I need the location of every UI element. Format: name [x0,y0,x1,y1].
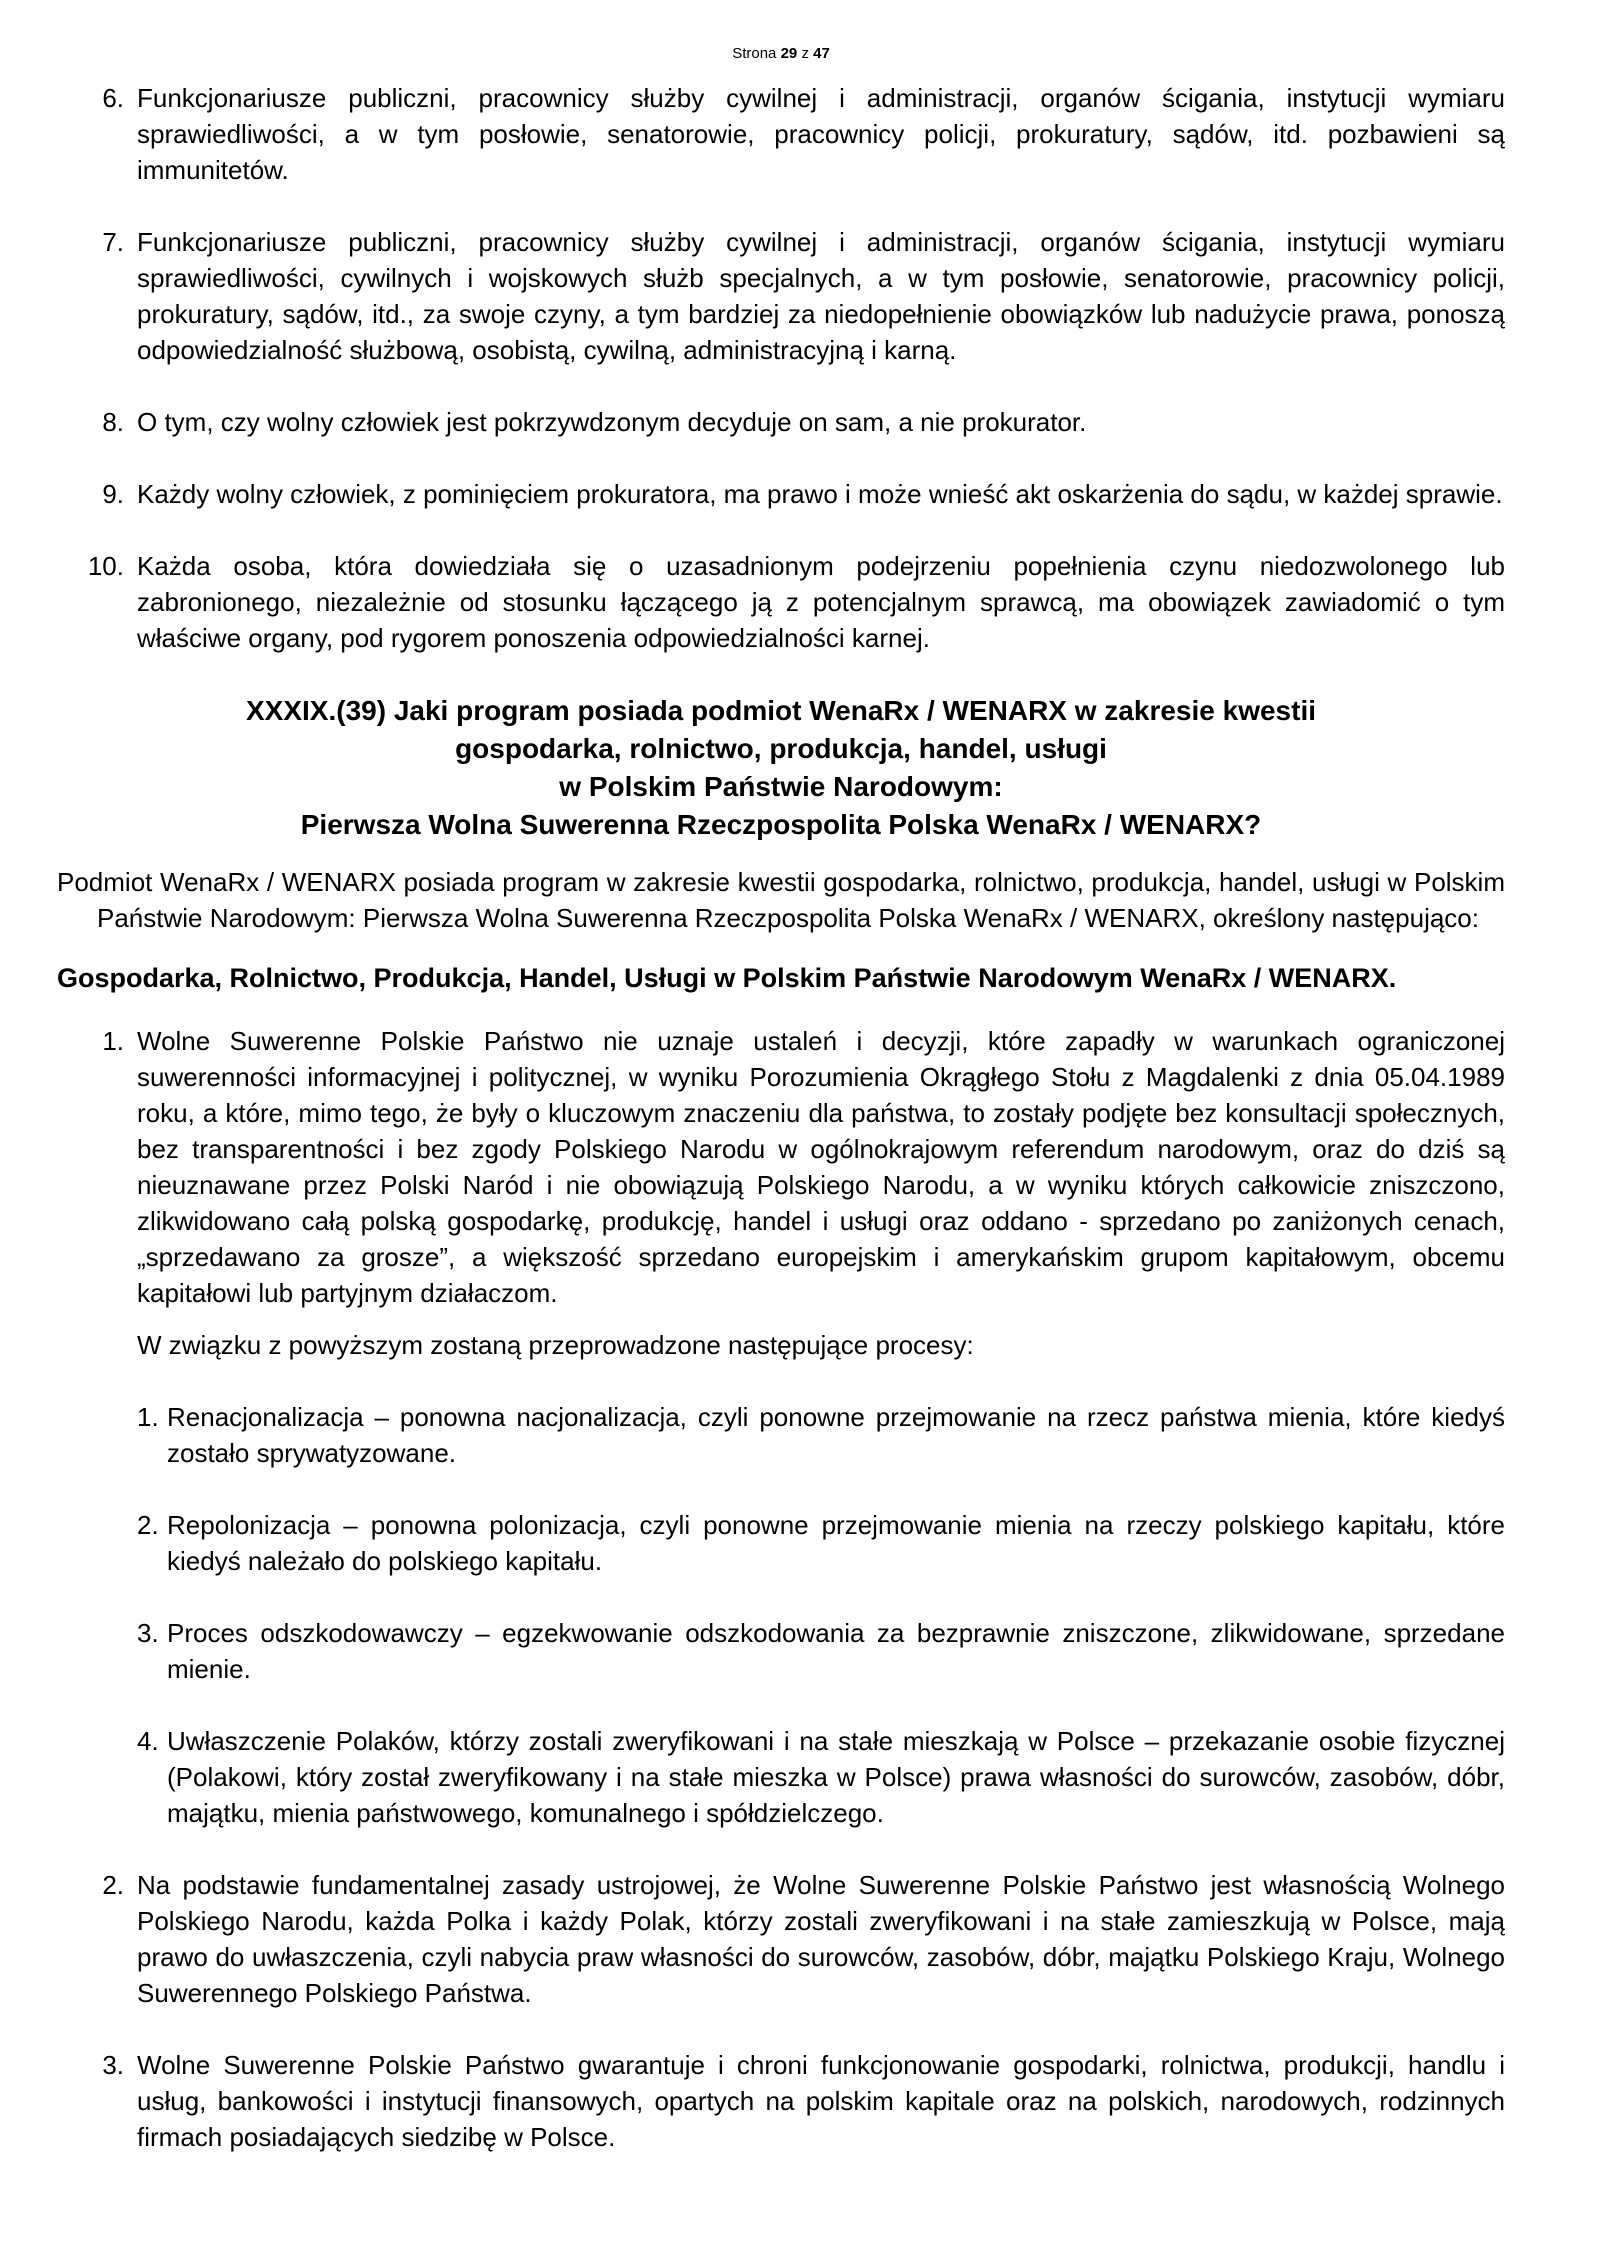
list-item-text: Renacjonalizacja – ponowna nacjonalizacja, czyli ponowne przejmowanie na rzecz państwa mienia, które kiedyś zostało sprywatyzowane. [167,1402,1505,1468]
list-item-text: Funkcjonariusze publiczni, pracownicy służby cywilnej i administracji, organów ścigania, instytucji wymiaru sprawiedliwości, cywilnych i wojskowych służb specjalnych, a w tym posłowie, senatorowie, pracownicy policji, prokuratury, sądów, itd., za swoje czyny, a tym bardziej za niedopełnienie obowiązków lub nadużycie prawa, ponoszą odpowiedzialność służbową, osobistą, cywilną, administracyjną i karną. [137,227,1505,365]
subheading: Gospodarka, Rolnictwo, Produkcja, Handel, Usługi w Polskim Państwie Narodowym WenaRx / WENARX. [57,963,1397,993]
program-item-3 [57,2047,1505,2155]
list-item-number: 3. [137,1618,159,1648]
list-item-number: 2. [102,1870,124,1900]
list-item-number: 1. [102,1026,124,1056]
list-item-number: 10. [87,551,124,581]
process-item-4 [137,1723,1505,1831]
page-number-header [57,44,1505,64]
list-item-7 [57,224,1505,368]
intro-paragraph: Podmiot WenaRx / WENARX posiada program w zakresie kwestii gospodarka, rolnictwo, produkcja, handel, usługi w Polskim Państwie Narodowym: Pierwsza Wolna Suwerenna Rzeczpospolita Polska WenaRx / WENARX, określony następująco: [57,867,1505,933]
process-item-2 [137,1507,1505,1579]
list-item-text: Każdy wolny człowiek, z pominięciem prokuratora, ma prawo i może wnieść akt oskarżenia do sądu, w każdej sprawie. [137,479,1503,509]
list-item-number: 7. [102,227,124,257]
list-item-number: 3. [102,2050,124,2080]
page-current-number: 29 [780,45,798,62]
process-item-1 [137,1399,1505,1471]
list-item-text: Na podstawie fundamentalnej zasady ustrojowej, że Wolne Suwerenne Polskie Państwo jest własnością Wolnego Polskiego Narodu, każda Polka i każdy Polak, którzy zostali zweryfikowani i na stałe zamieszkują w Polsce, mają prawo do uwłaszczenia, czyli nabycia praw własności do surowców, zasobów, dóbr, majątku Polskiego Kraju, Wolnego Suwerennego Polskiego Państwa. [137,1870,1505,2008]
list-item-number: 6. [102,83,124,113]
program-item-1 [57,1023,1505,1831]
program-item-2 [57,1867,1505,2011]
list-item-6 [57,80,1505,188]
section-heading-line-3: w Polskim Państwie Narodowym: [559,771,1003,802]
section-heading [57,692,1505,844]
list-item-number: 4. [137,1726,159,1756]
list-item-text: Funkcjonariusze publiczni, pracownicy służby cywilnej i administracji, organów ścigania, instytucji wymiaru sprawiedliwości, a w tym posłowie, senatorowie, pracownicy policji, prokuratury, sądów, itd. pozbawieni są immunitetów. [137,83,1505,185]
list-item-text: Proces odszkodowawczy – egzekwowanie odszkodowania za bezprawnie zniszczone, zlikwidowane, sprzedane mienie. [167,1618,1505,1684]
section-heading-line-1: XXXIX.(39) Jaki program posiada podmiot WenaRx / WENARX w zakresie kwestii [245,695,1316,726]
section-heading-line-4: Pierwsza Wolna Suwerenna Rzeczpospolita Polska WenaRx / WENARX? [300,809,1262,840]
process-item-3 [137,1615,1505,1687]
page-of-label: z [801,45,809,62]
followup-paragraph: W związku z powyższym zostaną przeprowadzone następujące procesy: [137,1330,974,1360]
program-item-1-body [137,1023,1505,1831]
list-item-9 [57,476,1505,512]
list-item-text: Wolne Suwerenne Polskie Państwo gwarantuje i chroni funkcjonowanie gospodarki, rolnictwa, produkcji, handlu i usług, bankowości i instytucji finansowych, opartych na polskim kapitale oraz na polskich, narodowych, rodzinnych firmach posiadających siedzibę w Polsce. [137,2050,1505,2152]
list-item-10 [57,548,1505,656]
page-label: Strona [732,45,777,62]
list-item-number: 8. [102,407,124,437]
list-item-8 [57,404,1505,440]
list-item-text: Wolne Suwerenne Polskie Państwo nie uznaje ustaleń i decyzji, które zapadły w warunkach ograniczonej suwerenności informacyjnej i politycznej, w wyniku Porozumienia Okrągłego Stołu z Magdalenki z dnia 05.04.1989 roku, a które, mimo tego, że były o kluczowym znaczeniu dla państwa, to zostały podjęte bez konsultacji społecznych, bez transparentności i bez zgody Polskiego Narodu w ogólnokrajowym referendum narodowym, oraz do dziś są nieuznawane przez Polski Naród i nie obowiązują Polskiego Narodu, a w wyniku których całkowicie zniszczono, zlikwidowano całą polską gospodarkę, produkcję, handel i usługi oraz oddano - sprzedano po zaniżonych cenach, „sprzedawano za grosze”, a większość sprzedano europejskim i amerykańskim grupom kapitałowym, obcemu kapitałowi lub partyjnym działaczom. [137,1026,1505,1308]
list-item-number: 9. [102,479,124,509]
list-item-number: 2. [137,1510,159,1540]
list-item-text: Repolonizacja – ponowna polonizacja, czyli ponowne przejmowanie mienia na rzeczy polskiego kapitału, które kiedyś należało do polskiego kapitału. [167,1510,1505,1576]
page-total-number: 47 [813,45,830,62]
section-heading-line-2: gospodarka, rolnictwo, produkcja, handel, usługi [455,733,1107,764]
list-item-text: Uwłaszczenie Polaków, którzy zostali zweryfikowani i na stałe mieszkają w Polsce – przekazanie osobie fizycznej (Polakowi, który został zweryfikowany i na stałe mieszka w Polsce) prawa własności do surowców, zasobów, dóbr, majątku, mienia państwowego, komunalnego i spółdzielczego. [167,1726,1505,1828]
list-item-text: Każda osoba, która dowiedziała się o uzasadnionym podejrzeniu popełnienia czynu niedozwolonego lub zabronionego, niezależnie od stosunku łączącego ją z potencjalnym sprawcą, ma obowiązek zawiadomić o tym właściwe organy, pod rygorem ponoszenia odpowiedzialności karnej. [137,551,1505,653]
list-item-text: O tym, czy wolny człowiek jest pokrzywdzonym decyduje on sam, a nie prokurator. [137,407,1087,437]
list-item-number: 1. [137,1402,159,1432]
